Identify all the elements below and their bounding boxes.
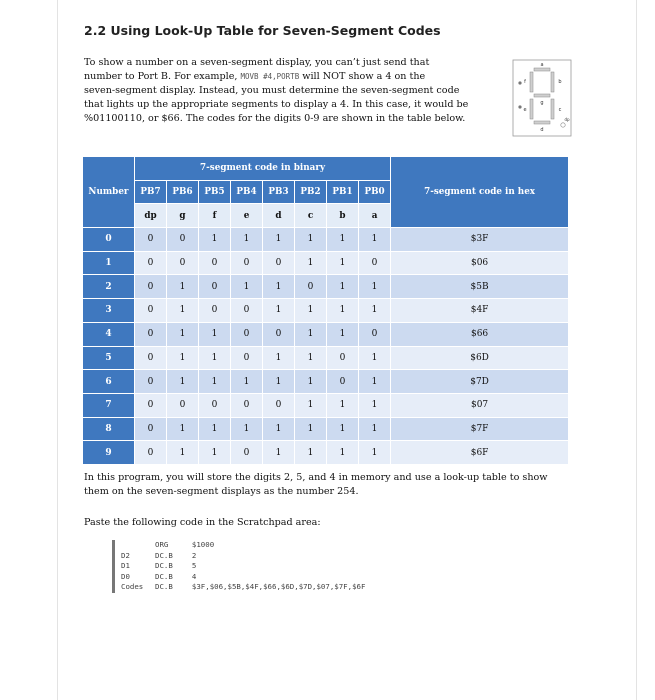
segment-header: b [327,204,359,228]
hex-cell: $3F [391,228,569,252]
bit-cell: 0 [135,228,167,252]
bit-cell: 0 [199,251,231,275]
bit-cell: 1 [327,322,359,346]
segment-label: dp [564,117,570,122]
code-line [121,561,451,572]
bit-cell: 1 [359,346,391,370]
digit-cell: 1 [83,251,135,275]
bit-cell: 0 [167,393,199,417]
bit-cell: 1 [327,275,359,299]
number-header: Number [83,157,135,228]
port-bit-header: PB5 [199,180,231,204]
table-row [83,228,569,252]
code-arg: $1000 [183,540,215,549]
bit-cell: 1 [327,299,359,323]
bit-cell: 0 [167,228,199,252]
bit-cell: 0 [135,370,167,394]
code-line [121,551,451,562]
code-line [121,582,451,593]
code-op: DC.B [155,550,173,560]
hex-header: 7-segment code in hex [391,157,569,228]
bit-cell: 0 [359,322,391,346]
bit-cell: 1 [359,299,391,323]
bit-cell: 1 [231,228,263,252]
table-row [83,322,569,346]
port-bit-header: PB4 [231,180,263,204]
bit-cell: 1 [295,370,327,394]
hex-cell: $06 [391,251,569,275]
bit-cell: 1 [263,299,295,323]
digit-cell: 5 [83,346,135,370]
bit-cell: 0 [135,441,167,465]
bit-cell: 1 [231,370,263,394]
digit-cell: 9 [83,441,135,465]
code-label: Codes [121,582,144,591]
intro-line: that lights up the appropriate segments to display a 4. In this case, it would be [84,99,469,110]
program-description [84,471,564,499]
bit-cell: 1 [295,417,327,441]
bit-cell: 1 [199,370,231,394]
digit-cell: 7 [83,393,135,417]
bit-cell: 1 [295,322,327,346]
bit-cell: 1 [295,251,327,275]
code-label [121,540,155,551]
bit-cell: 1 [295,441,327,465]
segment-label: a [540,62,544,68]
bit-cell: 0 [231,441,263,465]
code-label: D2 [121,550,130,560]
bit-cell: 0 [167,251,199,275]
bit-cell: 1 [199,346,231,370]
code-op: ORG [155,540,169,549]
bit-cell: 1 [231,417,263,441]
intro-line: seven-segment display. Instead, you must determine the seven-segment code [84,85,460,96]
table-row [83,275,569,299]
code-op: DC.B [155,571,173,581]
bit-cell: 0 [135,275,167,299]
code-op: DC.B [155,582,173,591]
segment-label: c [558,107,562,113]
bit-cell: 1 [167,299,199,323]
bit-cell: 1 [263,441,295,465]
code-arg: 2 [183,550,197,560]
segment-label: f [524,79,526,85]
bit-cell: 0 [263,393,295,417]
bit-cell: 0 [135,251,167,275]
bit-cell: 0 [263,322,295,346]
table-row [83,251,569,275]
digit-cell: 6 [83,370,135,394]
segment-label: e [523,107,527,113]
bit-cell: 1 [199,441,231,465]
bit-cell: 1 [199,322,231,346]
segment-header: dp [135,204,167,228]
intro-text: number to Port B. For example, [84,71,241,82]
intro-line: To show a number on a seven-segment display, you can’t just send that [84,57,430,68]
bit-cell: 1 [167,346,199,370]
bit-cell: 1 [295,346,327,370]
segment-label: d [540,127,544,133]
hex-cell: $4F [391,299,569,323]
code-line [121,540,451,551]
bit-cell: 0 [327,346,359,370]
table-row [83,417,569,441]
bit-cell: 1 [359,417,391,441]
table-row [83,441,569,465]
bit-cell: 1 [199,228,231,252]
bit-cell: 0 [135,393,167,417]
segment-d [534,121,550,124]
bit-cell: 0 [135,322,167,346]
bit-cell: 1 [263,346,295,370]
bit-cell: 0 [135,299,167,323]
segment-label: b [558,79,562,85]
segment-header: a [359,204,391,228]
bit-cell: 0 [231,251,263,275]
bit-cell: 1 [167,322,199,346]
port-bit-header: PB1 [327,180,359,204]
bit-cell: 1 [359,370,391,394]
hex-cell: $5B [391,275,569,299]
digit-cell: 3 [83,299,135,323]
bit-cell: 0 [263,251,295,275]
bit-cell: 1 [295,299,327,323]
segment-header: d [263,204,295,228]
digit-cell: 2 [83,275,135,299]
segment-a [534,68,550,71]
hex-cell: $6F [391,441,569,465]
hex-cell: $66 [391,322,569,346]
bit-cell: 1 [167,417,199,441]
bit-cell: 1 [359,441,391,465]
digit-cell: 4 [83,322,135,346]
port-bit-header: PB6 [167,180,199,204]
bit-cell: 1 [263,228,295,252]
section-title: 2.2 Using Look-Up Table for Seven-Segment Codes [84,23,441,38]
hex-cell: $6D [391,346,569,370]
code-label: D0 [121,571,130,581]
bit-cell: 0 [231,322,263,346]
bit-cell: 0 [295,275,327,299]
table-row [83,393,569,417]
program-line: them on the seven-segment displays as the number 254. [84,486,359,497]
segment-dp [561,123,565,127]
paste-instruction: Paste the following code in the Scratchpad area: [84,517,321,528]
segment-f [530,72,533,92]
intro-text: will NOT show a 4 on the [299,71,426,82]
digit-cell: 8 [83,417,135,441]
table-row [83,299,569,323]
bit-cell: 1 [327,393,359,417]
segment-header: e [231,204,263,228]
table-row [83,346,569,370]
program-line: In this program, you will store the digits 2, 5, and 4 in memory and use a look-up table to show [84,472,548,483]
bit-cell: 1 [231,275,263,299]
code-arg: $3F,$06,$5B,$4F,$66,$6D,$7D,$07,$7F,$6F [183,582,366,591]
bit-cell: 1 [167,441,199,465]
bit-cell: 1 [359,275,391,299]
segment-b [551,72,554,92]
bit-cell: 0 [199,299,231,323]
bit-cell: 1 [295,228,327,252]
port-bit-header: PB7 [135,180,167,204]
segment-label: g [540,100,544,106]
bit-cell: 0 [231,393,263,417]
table-row [83,370,569,394]
segment-header: c [295,204,327,228]
bit-cell: 1 [199,417,231,441]
segment-header: g [167,204,199,228]
hex-cell: $07 [391,393,569,417]
intro-line [84,70,504,84]
bit-cell: 0 [135,346,167,370]
bit-cell: 1 [359,393,391,417]
bit-cell: 1 [295,393,327,417]
hex-cell: $7D [391,370,569,394]
bit-cell: 0 [199,275,231,299]
port-bit-header: PB3 [263,180,295,204]
inline-code: MOVB #4,PORTB [240,72,300,81]
bit-cell: 1 [359,228,391,252]
segment-c [551,99,554,119]
seven-segment-diagram [512,59,572,137]
segment-e [530,99,533,119]
bit-cell: 0 [231,299,263,323]
bit-cell: 1 [327,251,359,275]
port-bit-header: PB0 [359,180,391,204]
bit-cell: 0 [199,393,231,417]
segment-g [534,94,550,97]
bit-cell: 1 [263,417,295,441]
code-arg: 4 [183,571,197,581]
code-arg: 5 [183,561,197,570]
bit-cell: 1 [263,275,295,299]
code-op: DC.B [155,561,173,570]
binary-group-header: 7-segment code in binary [135,157,391,181]
bit-cell: 1 [263,370,295,394]
bit-cell: 1 [327,441,359,465]
port-bit-header: PB2 [295,180,327,204]
code-line [121,572,451,583]
hex-cell: $7F [391,417,569,441]
seven-segment-table [82,156,569,465]
intro-line: %01100110, or $66. The codes for the digits 0-9 are shown in the table below. [84,113,466,124]
bit-cell: 0 [359,251,391,275]
code-listing [112,540,451,593]
bit-cell: 0 [327,370,359,394]
code-label: D1 [121,561,130,570]
segment-header: f [199,204,231,228]
bit-cell: 0 [135,417,167,441]
bit-cell: 0 [231,346,263,370]
digit-cell: 0 [83,228,135,252]
bit-cell: 1 [167,275,199,299]
bit-cell: 1 [167,370,199,394]
intro-paragraph [84,56,504,126]
bit-cell: 1 [327,228,359,252]
bit-cell: 1 [327,417,359,441]
